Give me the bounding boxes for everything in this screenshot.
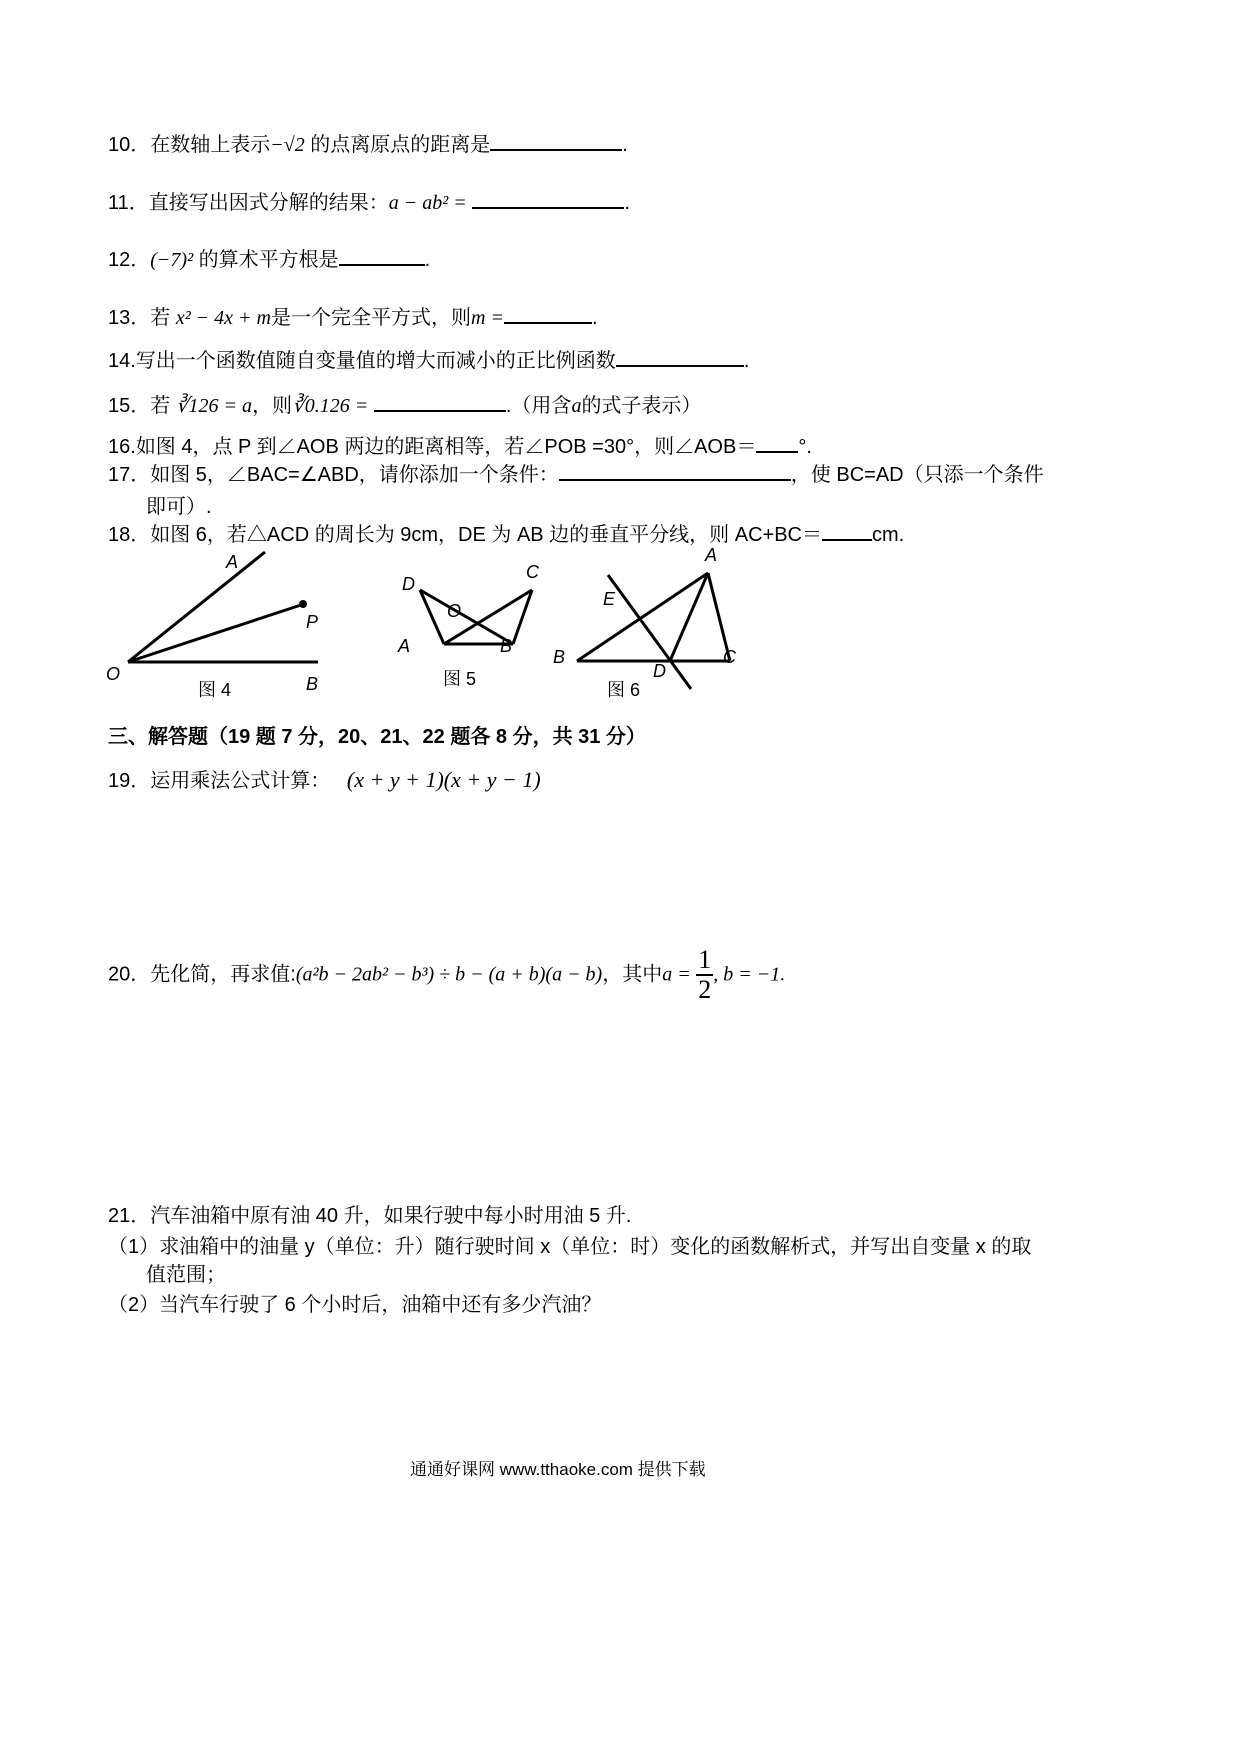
- footer-text: 通通好课网 www.tthaoke.com 提供下载: [410, 1460, 706, 1479]
- section-heading: 三、解答题（19 题 7 分，20、21、22 题各 8 分，共 31 分）: [108, 726, 646, 748]
- figure-6-caption: 图 6: [607, 680, 641, 700]
- fraction-one-half: $\frac{1}{2}$: [698, 945, 712, 1004]
- label-b: B: [306, 674, 319, 694]
- answer-blank[interactable]: [822, 521, 872, 541]
- ray-op: [128, 604, 304, 662]
- label-a: A: [705, 545, 718, 565]
- question-21-part-1-continuation: 值范围；: [146, 1264, 226, 1286]
- figure-6: [545, 545, 775, 705]
- label-c: C: [723, 647, 736, 667]
- question-17-continuation: 即可）.: [146, 496, 212, 518]
- label-b: B: [553, 647, 566, 667]
- segment-bc: [513, 590, 532, 644]
- question-17: 17．如图 5，∠BAC=∠ABD，请你添加一个条件： ，使 BC=AD（只添一个条件: [108, 458, 1044, 487]
- ray-oa: [128, 552, 265, 662]
- answer-blank[interactable]: [616, 347, 744, 367]
- answer-blank[interactable]: [339, 246, 425, 266]
- label-d: D: [402, 574, 415, 594]
- figure-5-caption: 图 5: [443, 669, 477, 689]
- label-o: O: [106, 664, 121, 684]
- answer-blank[interactable]: [490, 131, 622, 151]
- answer-blank[interactable]: [472, 189, 624, 209]
- answer-blank[interactable]: [374, 392, 506, 412]
- question-18: 18．如图 6，若△ACD 的周长为 9cm，DE 为 AB 边的垂直平分线，则 AC+BC＝ cm.: [108, 518, 904, 547]
- question-16: 16.如图 4，点 P 到∠AOB 两边的距离相等，若∠POB =30°，则∠AOB＝ °.: [108, 430, 812, 459]
- label-a: A: [398, 636, 411, 656]
- answer-blank[interactable]: [756, 433, 798, 453]
- question-19: 19．运用乘法公式计算： (x + y + 1)(x + y − 1): [108, 767, 541, 792]
- question-15: 15．若 ∛126 = a，则∛0.126 = .（用含a的式子表示）: [108, 389, 701, 418]
- label-p: P: [306, 612, 319, 632]
- question-14: 14.写出一个函数值随自变量值的增大而减小的正比例函数 .: [108, 344, 749, 373]
- question-21-part-1: （1）求油箱中的油量 y（单位：升）随行驶时间 x（单位：时）变化的函数解析式，并写出自变量 x 的取: [108, 1236, 1032, 1258]
- question-21: 21．汽车油箱中原有油 40 升，如果行驶中每小时用油 5 升.: [108, 1205, 632, 1227]
- label-c: C: [526, 562, 539, 582]
- point-p: [299, 600, 307, 608]
- answer-blank[interactable]: [559, 461, 791, 481]
- label-a: A: [226, 552, 239, 572]
- question-10: 10．在数轴上表示−√2 的点离原点的距离是 .: [108, 128, 628, 157]
- label-b: B: [500, 636, 513, 656]
- question-11: 11．直接写出因式分解的结果：a − ab² = .: [108, 186, 630, 215]
- label-d: D: [653, 661, 666, 681]
- label-e: E: [603, 589, 616, 609]
- question-13: 13．若 x² − 4x + m是一个完全平方式，则m = .: [108, 301, 598, 330]
- question-21-part-2: （2）当汽车行驶了 6 个小时后，油箱中还有多少汽油？: [108, 1294, 602, 1316]
- figure-4-caption: 图 4: [198, 680, 232, 700]
- question-20: 20．先化简，再求值:(a²b − 2ab² − b³) ÷ b − (a + b)(a − b)，其中a = $\frac{1}{2}$ , b = −1.: [108, 945, 786, 1004]
- answer-blank[interactable]: [504, 304, 592, 324]
- question-12: 12．(−7)² 的算术平方根是 .: [108, 243, 430, 272]
- label-o: O: [447, 601, 462, 621]
